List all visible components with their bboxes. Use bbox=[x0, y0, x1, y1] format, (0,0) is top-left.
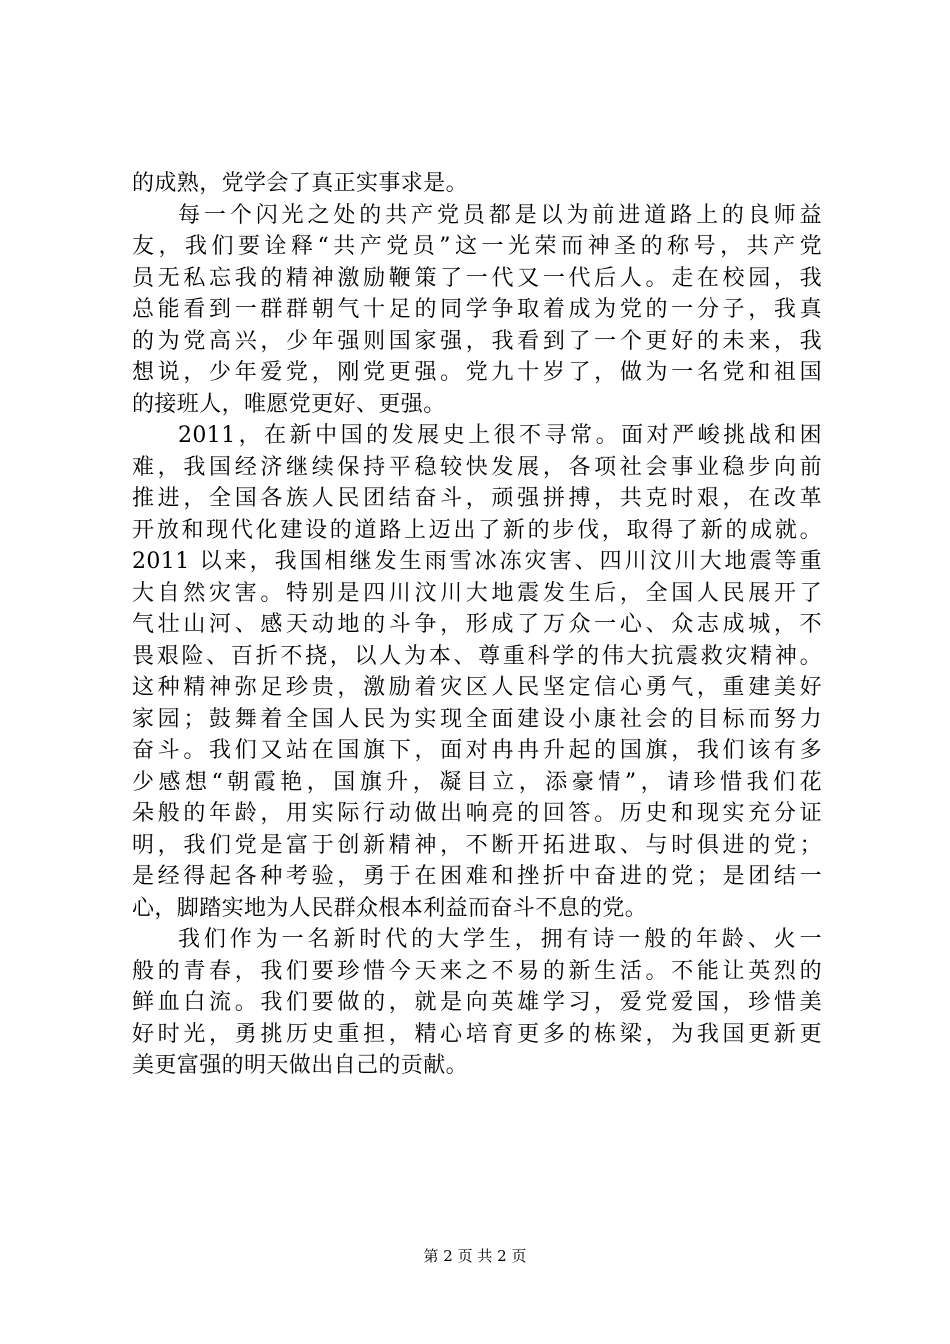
text-line: 开放和现代化建设的道路上迈出了新的步伐，取得了新的成就。 bbox=[132, 517, 822, 543]
text-line: 2011 以来，我国相继发生雨雪冰冻灾害、四川汶川大地震等重 bbox=[132, 549, 822, 574]
text-line: 气壮山河、感天动地的斗争，形成了万众一心、众志成城，不 bbox=[132, 612, 822, 637]
text-line: 总能看到一群群朝气十足的同学争取着成为党的一分子，我真 bbox=[132, 297, 822, 322]
text-line: 畏艰险、百折不挠，以人为本、尊重科学的伟大抗震救灾精神。 bbox=[132, 643, 822, 669]
page-number-footer: 第 2 页 共 2 页 bbox=[423, 1247, 527, 1265]
text-line: 美更富强的明天做出自己的贡献。 bbox=[132, 1053, 469, 1078]
text-line: 友，我们要诠释“共产党员”这一光荣而神圣的称号，共产党 bbox=[132, 234, 822, 259]
paragraph bbox=[132, 420, 822, 924]
text-line: 这种精神弥足珍贵，激励着灾区人民坚定信心勇气，重建美好 bbox=[132, 675, 822, 700]
text-line: 的为党高兴，少年强则国家强，我看到了一个更好的未来，我 bbox=[132, 328, 822, 354]
text-line: 家园；鼓舞着全国人民为实现全面建设小康社会的目标而努力 bbox=[132, 706, 822, 732]
paragraph bbox=[132, 924, 822, 1082]
text-line: 难，我国经济继续保持平稳较快发展，各项社会事业稳步向前 bbox=[132, 454, 822, 480]
text-line: 每一个闪光之处的共产党员都是以为前进道路上的良师益 bbox=[178, 202, 822, 228]
text-line: 2011，在新中国的发展史上很不寻常。面对严峻挑战和困 bbox=[178, 423, 822, 448]
text-line: 大自然灾害。特别是四川汶川大地震发生后，全国人民展开了 bbox=[132, 580, 822, 606]
paragraph bbox=[132, 200, 822, 421]
text-line: 少感想“朝霞艳，国旗升，凝目立，添豪情”，请珍惜我们花 bbox=[132, 769, 822, 795]
paragraph bbox=[132, 168, 822, 200]
text-line: 的接班人，唯愿党更好、更强。 bbox=[132, 391, 446, 417]
text-line: 员无私忘我的精神激励鞭策了一代又一代后人。走在校园，我 bbox=[132, 265, 822, 291]
text-line: 的成熟，党学会了真正实事求是。 bbox=[132, 171, 469, 196]
text-line: 推进，全国各族人民团结奋斗，顽强拼搏，共克时艰，在改革 bbox=[132, 486, 822, 511]
text-line: 好时光，勇挑历史重担，精心培育更多的栋梁，为我国更新更 bbox=[132, 1021, 822, 1047]
text-line: 明，我们党是富于创新精神，不断开拓进取、与时俱进的党； bbox=[132, 832, 822, 858]
text-line: 朵般的年龄，用实际行动做出响亮的回答。历史和现实充分证 bbox=[132, 801, 822, 826]
text-line: 我们作为一名新时代的大学生，拥有诗一般的年龄、火一 bbox=[178, 927, 822, 952]
text-line: 想说，少年爱党，刚党更强。党九十岁了，做为一名党和祖国 bbox=[132, 360, 822, 385]
paragraph-container bbox=[132, 168, 822, 1082]
text-line: 心，脚踏实地为人民群众根本利益而奋斗不息的党。 bbox=[132, 895, 648, 921]
text-line: 是经得起各种考验，勇于在困难和挫折中奋进的党；是团结一 bbox=[132, 864, 822, 889]
text-line: 奋斗。我们又站在国旗下，面对冉冉升起的国旗，我们该有多 bbox=[132, 738, 822, 763]
text-line: 般的青春，我们要珍惜今天来之不易的新生活。不能让英烈的 bbox=[132, 958, 822, 984]
text-line: 鲜血白流。我们要做的，就是向英雄学习，爱党爱国，珍惜美 bbox=[132, 990, 822, 1015]
document-body bbox=[132, 168, 822, 1082]
